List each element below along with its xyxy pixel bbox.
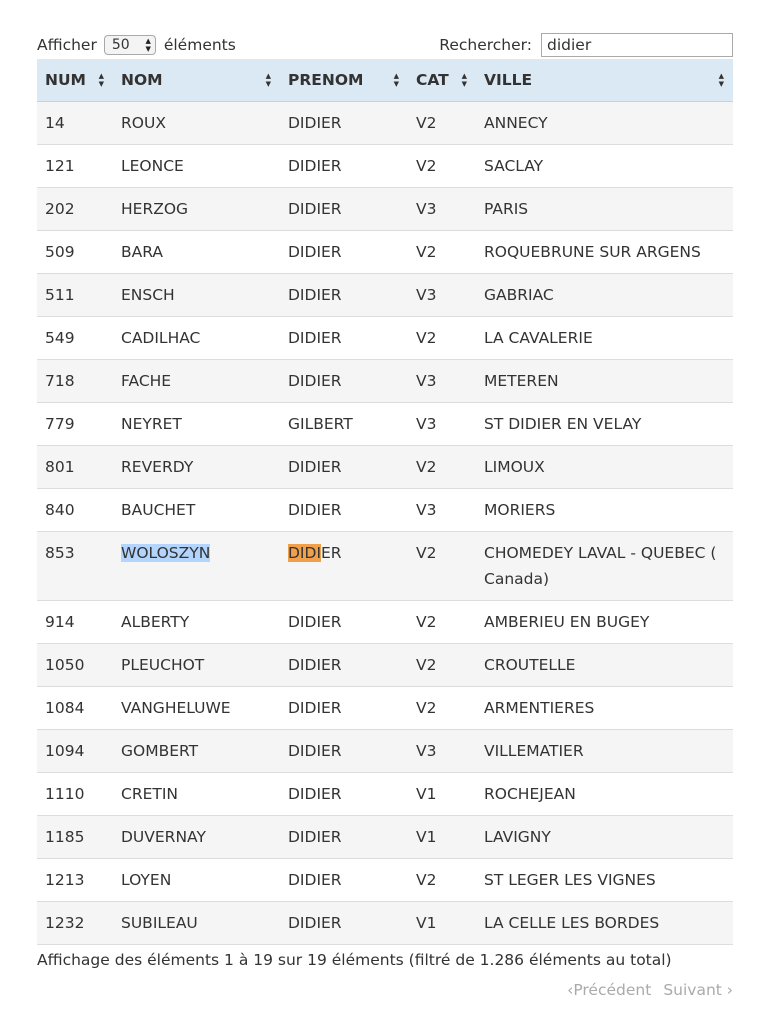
previous-label: Précédent: [573, 981, 652, 999]
cell-num: 1050: [45, 655, 85, 674]
page-length-value: 50: [111, 37, 130, 53]
cell-prenom: DIDIER: [288, 242, 342, 261]
cell-cat: V2: [416, 612, 437, 631]
cell-nom: LEONCE: [121, 156, 184, 175]
cell-nom: DUVERNAY: [121, 827, 206, 846]
cell-num: 14: [45, 113, 65, 132]
cell-prenom: DIDIER: [288, 371, 342, 390]
results-table: [37, 59, 733, 945]
table-row: [37, 101, 733, 144]
cell-cat: V1: [416, 827, 437, 846]
cell-ville: ROQUEBRUNE SUR ARGENS: [484, 242, 701, 261]
chevron-right-icon: ›: [721, 981, 733, 999]
cell-num: 1110: [45, 784, 85, 803]
search-label: Rechercher:: [439, 36, 532, 54]
cell-cat: V3: [416, 285, 437, 304]
cell-num: 549: [45, 328, 75, 347]
cell-prenom: DIDIER: [288, 741, 342, 760]
cell-ville: CROUTELLE: [484, 655, 576, 674]
cell-cat: V3: [416, 371, 437, 390]
table-row: [37, 815, 733, 858]
table-row: [37, 187, 733, 230]
cell-ville: ST LEGER LES VIGNES: [484, 870, 656, 889]
cell-num: 1232: [45, 913, 85, 932]
cell-ville: ST DIDIER EN VELAY: [484, 414, 642, 433]
cell-prenom: DIDIER: [288, 156, 342, 175]
sort-icon: ▲ ▼: [718, 72, 724, 88]
cell-cat: V3: [416, 500, 437, 519]
cell-num: 840: [45, 500, 75, 519]
cell-nom: FACHE: [121, 371, 172, 390]
length-menu: [37, 32, 236, 58]
table-row: [37, 643, 733, 686]
cell-prenom: GILBERT: [288, 414, 353, 433]
cell-cat: V3: [416, 414, 437, 433]
table-row: [37, 600, 733, 643]
cell-ville-line2: Canada): [484, 569, 550, 588]
table-row: [37, 531, 733, 600]
cell-ville: LIMOUX: [484, 457, 545, 476]
cell-prenom: DIDIER: [288, 199, 342, 218]
cell-num: 1084: [45, 698, 85, 717]
table-row: [37, 273, 733, 316]
column-header-nom[interactable]: NOM ▲ ▼: [113, 59, 280, 101]
search-input[interactable]: [541, 33, 733, 57]
cell-ville: METEREN: [484, 371, 559, 390]
cell-ville: ARMENTIERES: [484, 698, 595, 717]
cell-nom: CADILHAC: [121, 328, 201, 347]
cell-prenom: DIDIER: [288, 827, 342, 846]
cell-ville: AMBERIEU EN BUGEY: [484, 612, 650, 631]
cell-nom: CRETIN: [121, 784, 179, 803]
pagination: [567, 981, 733, 999]
table-row: [37, 488, 733, 531]
cell-cat: V3: [416, 199, 437, 218]
cell-ville-line1: CHOMEDEY LAVAL - QUEBEC (: [484, 543, 717, 562]
column-header-ville[interactable]: VILLE ▲ ▼: [476, 59, 733, 101]
cell-nom: HERZOG: [121, 199, 189, 218]
cell-prenom: DIDIER: [288, 500, 342, 519]
cell-num: 801: [45, 457, 75, 476]
column-header-prenom[interactable]: PRENOM ▲ ▼: [280, 59, 408, 101]
cell-nom: GOMBERT: [121, 741, 199, 760]
cell-ville: LAVIGNY: [484, 827, 551, 846]
cell-num: 1213: [45, 870, 85, 889]
text-selection: WOLOSZYN: [121, 543, 211, 562]
cell-prenom: DIDIER: [288, 698, 342, 717]
cell-prenom: DIDIER: [288, 655, 342, 674]
sort-icon: ▲ ▼: [461, 72, 467, 88]
cell-nom: ENSCH: [121, 285, 175, 304]
cell-num: 202: [45, 199, 75, 218]
cell-num: 853: [45, 543, 75, 562]
cell-prenom: DIDIER: [288, 457, 342, 476]
search-box: [439, 32, 733, 58]
cell-ville: ANNECY: [484, 113, 548, 132]
cell-cat: V2: [416, 156, 437, 175]
column-header-num[interactable]: NUM ▲ ▼: [37, 59, 113, 101]
cell-prenom-rest: ER: [321, 543, 342, 562]
cell-num: 779: [45, 414, 75, 433]
table-row: [37, 402, 733, 445]
cell-prenom: DIDIER: [288, 784, 342, 803]
next-label: Suivant: [663, 981, 722, 999]
table-info: Affichage des éléments 1 à 19 sur 19 éléments (filtré de 1.286 éléments au total): [37, 951, 672, 969]
cell-cat: V2: [416, 113, 437, 132]
cell-cat: V1: [416, 913, 437, 932]
cell-cat: V2: [416, 457, 437, 476]
page-length-select[interactable]: [104, 35, 156, 55]
cell-nom-selected: [121, 532, 210, 566]
table-row: [37, 359, 733, 402]
cell-cat: V2: [416, 870, 437, 889]
table-row: [37, 230, 733, 273]
next-button[interactable]: [663, 981, 733, 999]
cell-prenom: DIDIER: [288, 612, 342, 631]
cell-num: 1094: [45, 741, 85, 760]
sort-icon: ▲ ▼: [393, 72, 399, 88]
cell-ville: PARIS: [484, 199, 529, 218]
column-header-cat[interactable]: CAT ▲ ▼: [408, 59, 476, 101]
cell-num: 1185: [45, 827, 85, 846]
table-row: [37, 901, 733, 944]
cell-nom: LOYEN: [121, 870, 172, 889]
cell-nom: BARA: [121, 242, 163, 261]
cell-prenom: DIDIER: [288, 870, 342, 889]
cell-cat: V2: [416, 655, 437, 674]
previous-button[interactable]: [567, 981, 651, 999]
cell-nom: ALBERTY: [121, 612, 190, 631]
cell-num: 718: [45, 371, 75, 390]
cell-nom: PLEUCHOT: [121, 655, 205, 674]
cell-cat: V2: [416, 242, 437, 261]
cell-cat: V2: [416, 543, 437, 562]
table-header-row: [37, 59, 733, 101]
table-row: [37, 772, 733, 815]
sort-icon: ▲ ▼: [98, 72, 104, 88]
table-row: [37, 144, 733, 187]
select-arrows-icon: ▲ ▼: [145, 37, 151, 53]
cell-nom: SUBILEAU: [121, 913, 198, 932]
cell-prenom: DIDIER: [288, 285, 342, 304]
table-row: [37, 445, 733, 488]
cell-num: 914: [45, 612, 75, 631]
cell-cat: V3: [416, 741, 437, 760]
cell-nom: BAUCHET: [121, 500, 196, 519]
cell-prenom: [288, 532, 342, 566]
length-suffix: éléments: [163, 36, 236, 54]
cell-cat: V2: [416, 328, 437, 347]
cell-ville: VILLEMATIER: [484, 741, 584, 760]
search-highlight: DIDI: [288, 543, 322, 562]
cell-num: 121: [45, 156, 75, 175]
table-row: [37, 858, 733, 901]
cell-ville: LA CAVALERIE: [484, 328, 593, 347]
cell-num: 511: [45, 285, 75, 304]
table-row: [37, 729, 733, 772]
cell-ville: GABRIAC: [484, 285, 554, 304]
cell-prenom: DIDIER: [288, 913, 342, 932]
cell-cat: V1: [416, 784, 437, 803]
table-row: [37, 686, 733, 729]
cell-nom: VANGHELUWE: [121, 698, 231, 717]
cell-ville: ROCHEJEAN: [484, 784, 576, 803]
sort-icon: ▲ ▼: [265, 72, 271, 88]
table-row: [37, 316, 733, 359]
chevron-left-icon: ‹: [567, 981, 574, 999]
cell-ville: SACLAY: [484, 156, 544, 175]
cell-ville: MORIERS: [484, 500, 556, 519]
length-prefix: Afficher: [37, 36, 97, 54]
cell-prenom: DIDIER: [288, 113, 342, 132]
cell-ville: LA CELLE LES BORDES: [484, 913, 660, 932]
cell-nom: ROUX: [121, 113, 166, 132]
cell-num: 509: [45, 242, 75, 261]
cell-nom: NEYRET: [121, 414, 182, 433]
cell-cat: V2: [416, 698, 437, 717]
cell-nom: REVERDY: [121, 457, 194, 476]
cell-ville: [484, 532, 716, 592]
cell-prenom: DIDIER: [288, 328, 342, 347]
table-controls: [37, 32, 733, 58]
